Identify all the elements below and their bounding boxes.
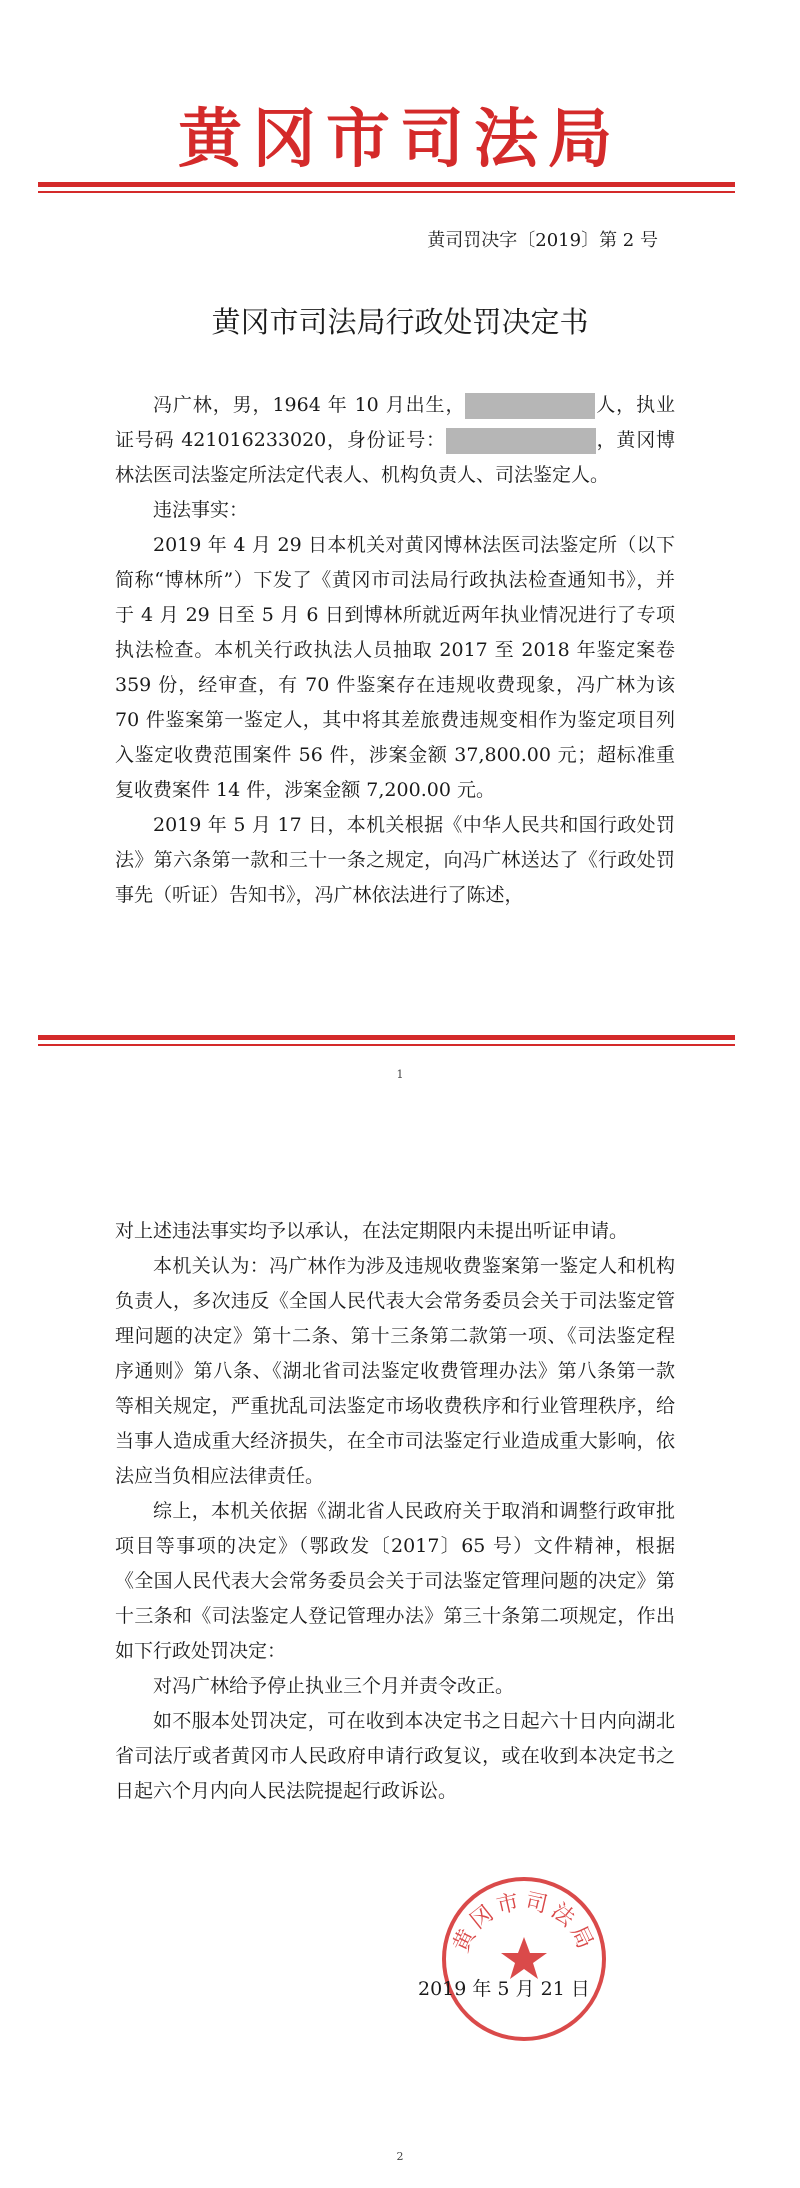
page1-body bbox=[115, 388, 675, 913]
document-page-2 bbox=[0, 1090, 800, 2188]
page2-body bbox=[115, 1214, 675, 1809]
official-seal-icon bbox=[440, 1875, 608, 2043]
seal-star-icon bbox=[501, 1937, 547, 1979]
facts-paragraph-1: 2019 年 4 月 29 日本机关对黄冈博林法医司法鉴定所（以下简称“博林所”）下发了《黄冈市司法局行政执法检查通知书》，并于 4 月 29 日至 5 月 6 日到博林所就近两年执业情况进行了专项执法检查。本机关行政执法人员抽取 2017 至 2018 年鉴定案卷 359 份，经审查，有 70 件鉴案存在违规收费现象，冯广林为该 70 件鉴案第一鉴定人，其中将其差旅费违规变相作为鉴定项目列入鉴定收费范围案件 56 件，涉案金额 37,800.00 元；超标准重复收费案件 14 件，涉案金额 7,200.00 元。 bbox=[115, 534, 675, 801]
document-page-1 bbox=[0, 0, 800, 1090]
page-number-1: 1 bbox=[396, 1068, 404, 1081]
org-header: 黄冈市司法局 bbox=[178, 102, 622, 177]
continuation-paragraph: 对上述违法事实均予以承认，在法定期限内未提出听证申请。 bbox=[115, 1220, 629, 1242]
decision-paragraph: 对冯广林给予停止执业三个月并责令改正。 bbox=[153, 1675, 515, 1697]
seal-text: 黄冈市司法局 bbox=[448, 1889, 600, 1957]
document-number: 黄司罚决字〔2019〕第 2 号 bbox=[427, 230, 658, 251]
redacted-block bbox=[465, 393, 595, 419]
signature-date: 2019 年 5 月 21 日 bbox=[418, 1978, 590, 2000]
footer-red-rule-thick bbox=[38, 1035, 735, 1040]
redacted-block bbox=[446, 428, 596, 454]
facts-heading: 违法事实： bbox=[153, 499, 249, 521]
finding-paragraph: 本机关认为：冯广林作为涉及违规收费鉴案第一鉴定人和机构负责人，多次违反《全国人民代表大会常务委员会关于司法鉴定管理问题的决定》第十二条、第十三条第二款第一项、《司法鉴定程序通则》第八条、《湖北省司法鉴定收费管理办法》第八条第一款等相关规定，严重扰乱司法鉴定市场收费秩序和行业管理秩序，给当事人造成重大经济损失，在全市司法鉴定行业造成重大影响，依法应当负相应法律责任。 bbox=[115, 1255, 675, 1487]
footer-red-rule-thin bbox=[38, 1044, 735, 1046]
appeal-paragraph: 如不服本处罚决定，可在收到本决定书之日起六十日内向湖北省司法厅或者黄冈市人民政府申请行政复议，或在收到本决定书之日起六个月内向人民法院提起行政诉讼。 bbox=[115, 1710, 675, 1802]
header-red-rule-thin bbox=[38, 191, 735, 193]
facts-paragraph-2: 2019 年 5 月 17 日，本机关根据《中华人民共和国行政处罚法》第六条第一款和三十一条之规定，向冯广林送达了《行政处罚事先（听证）告知书》，冯广林依法进行了陈述， bbox=[115, 814, 675, 906]
document-title: 黄冈市司法局行政处罚决定书 bbox=[211, 305, 589, 339]
intro-paragraph: 冯广林，男，1964 年 10 月出生， 人，执业证号码 421016233020，身份证号： ，黄冈博林法医司法鉴定所法定代表人、机构负责人、司法鉴定人。 bbox=[115, 394, 675, 486]
header-red-rule-thick bbox=[38, 182, 735, 187]
basis-paragraph: 综上，本机关依据《湖北省人民政府关于取消和调整行政审批项目等事项的决定》（鄂政发〔2017〕65 号）文件精神，根据《全国人民代表大会常务委员会关于司法鉴定管理问题的决定》第十三条和《司法鉴定人登记管理办法》第三十条第二项规定，作出如下行政处罚决定： bbox=[115, 1500, 675, 1662]
page-number-2: 2 bbox=[396, 2150, 404, 2163]
